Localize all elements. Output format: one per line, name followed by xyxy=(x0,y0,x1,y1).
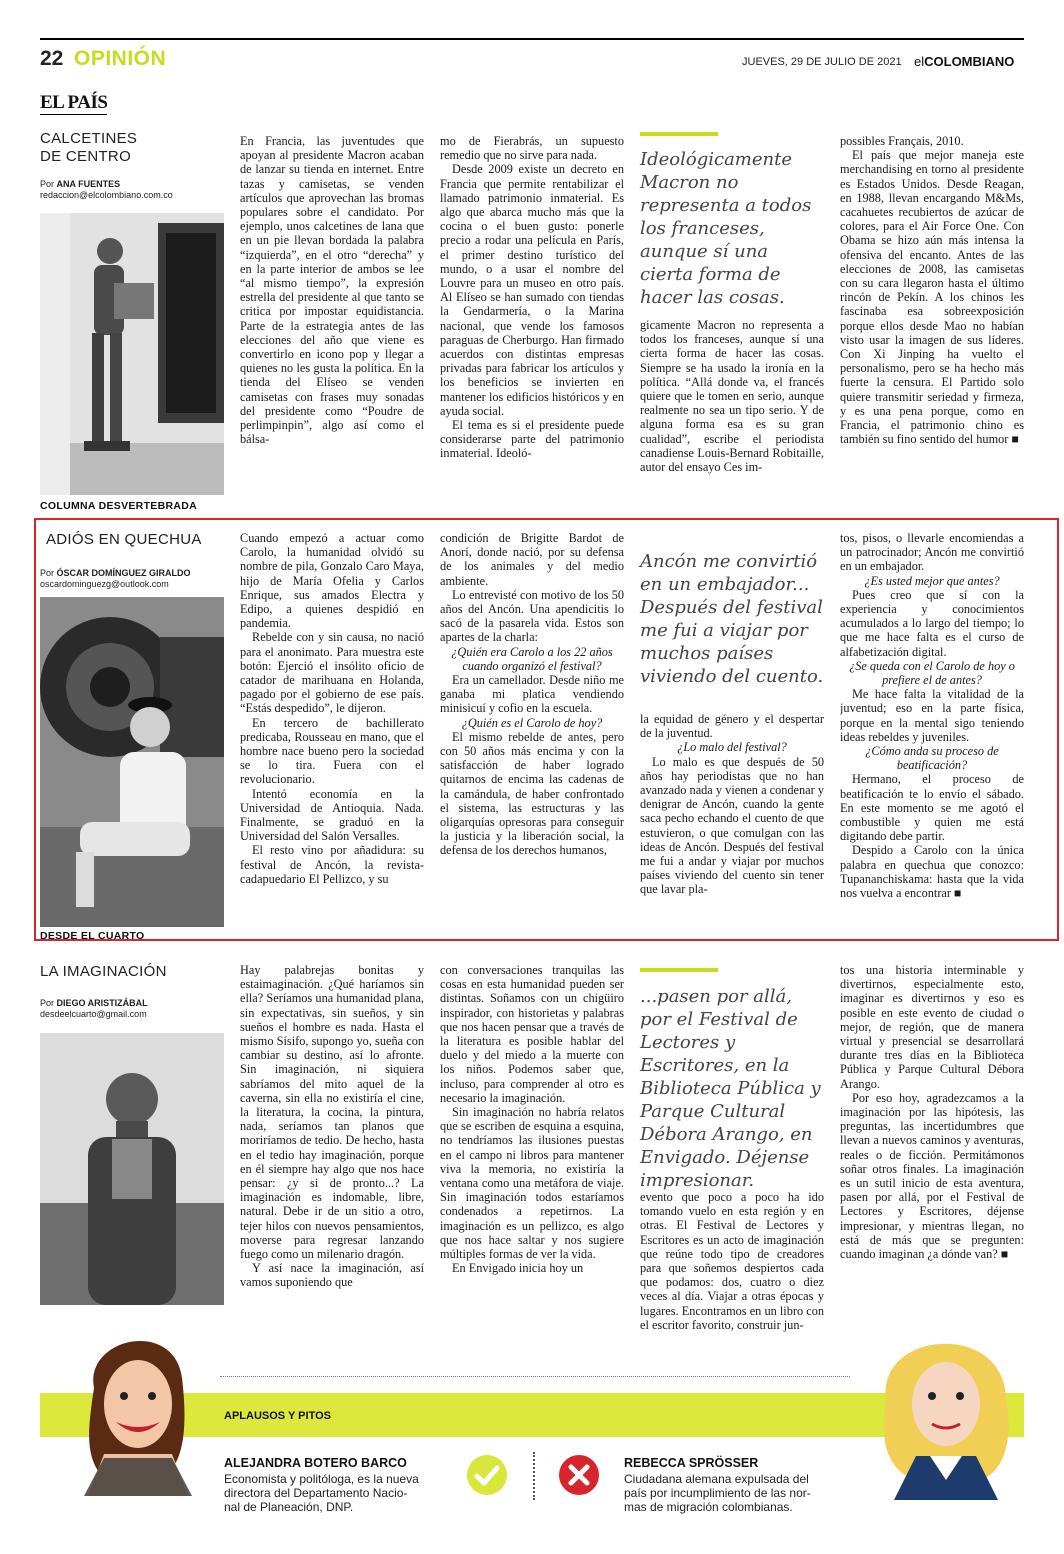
paragraph: El país que mejor maneja este merchandising en torno al presidente es Estados Unidos. Desde Reagan, en 1988, llevan encargando M&Ms, cacahuetes recubiertos de azúcar de colores, para el Air Force One. Con Obama se hizo aún más intensa la ofensiva del encanto. Antes de las elecciones de 2008, las camisetas con su cara llegaron hasta el último rincón de Pekín. A los chinos les fascinaba esa sobreexposición porque ellos desde Mao no habían visto usar la imagen de sus líderes. Con Xi Jinping ha vuelto el personalismo, pero se ha hecho más fuerte la censura. El Partido solo quiere transmitir seriedad y firmeza, y es una pena porque, como en Francia, el patrimonio chino es también su fino sentido del humor ■ xyxy=(840,148,1024,447)
paragraph: Intentó economía en la Universidad de Antioquia. Nada. Finalmente, se graduó en la Universidad del Salón Versalles. xyxy=(240,786,424,844)
article3-title: LA IMAGINACIÓN xyxy=(40,963,167,980)
blonde-woman-caricature-illustration xyxy=(866,1320,1024,1500)
paragraph: Desde 2009 existe un decreto en Francia que permite rentabilizar el llamado patrimonio inmaterial. Es algo que abarca mucho más que la cocina o el buen gusto: ponerle precio a rodar una película en París, el primer destino turístico del mundo, o a usar el nombre del Louvre para un museo en otro país. Al Elíseo se han sumado con tiendas la Gendarmería, o la Marina nacional, que vende los famosos paraguas de Cherburgo. Han firmado acuerdos con distintas empresas privadas para fabricar los artículos y los beneficios se invierten en mantener los edificios históricos y en ayuda social. xyxy=(440,162,624,418)
article2-body-col3 xyxy=(640,712,824,924)
article2-column-label: DESDE EL CUARTO xyxy=(40,930,145,942)
whistle-description xyxy=(624,1472,811,1514)
applause-desc-line: directora del Departamento Nacio- xyxy=(224,1486,408,1500)
article1-body-col3 xyxy=(640,318,824,494)
article1-byline xyxy=(40,179,120,189)
newspaper-brand xyxy=(914,54,1014,69)
paragraph: possibles Français, 2010. xyxy=(840,134,964,148)
paragraph: Por eso hoy, agradezcamos a la imaginación por las hipótesis, las preguntas, las incertidumbres que llevan a nuevos caminos y aventuras, reales o de ficción. Permitámonos soñar otros finales. La imaginación es un sutil inicio de esta aventura, pasen por allá, por el Festival de Lectores y Escritores, déjense impresionar, y mientras llegan, no está de más que se pregunten: cuando imaginan ¿a dónde van? ■ xyxy=(840,1090,1024,1262)
article2-pull-quote: Ancón me convirtió en un embajador... Después del festival me fui a viajar por muchos países viviendo del cuento. xyxy=(640,551,824,687)
article2-body-col2 xyxy=(440,531,624,925)
paragraph: Lo entrevisté con motivo de los 50 años del Ancón. Una apendicitis lo sacó de la pasarela vida. Estos son apartes de la charla: xyxy=(440,587,624,645)
paragraph: Despido a Carolo con la única palabra en quechua que conozco: Tupananchiskama: hasta que la vida nos vuelva a encontrar ■ xyxy=(840,843,1024,901)
young-man-portrait-illustration xyxy=(40,1033,224,1305)
paragraph: El resto vino por añadidura: su festival de Ancón, la revista-cadapuedario El Pellizco, y su xyxy=(240,843,424,886)
article1-photo xyxy=(40,213,224,495)
caricature-left xyxy=(64,1318,212,1496)
paragraph: gicamente Macron no representa a todos los franceses, aunque sí una cierta forma de hacer las cosas. Siempre se ha usado la ironía en la política. “Allá donde va, el francés quiere que le tomen en serio, aunque realmente no sea un tipo serio. Y de alguna forma esa es su gran cualidad”, escribe el periodista canadiense Louis-Bernard Robitaille, autor del ensayo Ces im- xyxy=(640,318,824,475)
paragraph: En tercero de bachillerato predicaba, Rousseau en mano, que el hombre nace bueno pero la sociedad se lo tira. Fuera con el revolucionario. xyxy=(240,715,424,787)
paragraph: con conversaciones tranquilas las cosas en esta humanidad pueden ser distintas. Soñamos con un chigüiro inspirador, con historietas y palabras que nos hacen pensar que a través de la literatura es posible hablar del duelo y del miedo a la muerte con los niños. Podemos saber que, incluso, para comprender al otro es necesario la imaginación. xyxy=(440,963,624,1105)
paragraph: evento que poco a poco ha ido tomando vuelo en esta región y en otras. El Festival de Lectores y Escritores es un acto de imaginación que reúne todo tipo de creadores para que soñemos despiertos cada que podamos: dos, cuatro o diez veces al día. Viajar a otras épocas y lugares. Encontramos en un libro con el escritor favorito, construir jun- xyxy=(640,1190,824,1332)
article1-email: redaccion@elcolombiano.com.co xyxy=(40,190,173,200)
article3-pull-quote: ...pasen por allá, por el Festival de Lectores y Escritores, en la Biblioteca Pública y Parque Cultural Débora Arango, en Envigado. Déjense impresionar. xyxy=(640,986,821,1191)
statue-photo-illustration xyxy=(40,213,224,495)
whistle-name: REBECCA SPRÖSSER xyxy=(624,1456,759,1470)
article1-title-line1: CALCETINES xyxy=(40,130,138,147)
article3-photo xyxy=(40,1033,224,1305)
footer-separator xyxy=(220,1376,850,1377)
article1-title xyxy=(40,130,137,166)
paragraph: la equidad de género y el despertar de la juventud. xyxy=(640,712,824,741)
partner-logo: EL PAÍS xyxy=(40,92,108,113)
paragraph: Pues creo que sí con la experiencia y conocimientos acumulados a lo largo del tiempo; lo que me hace falta es el curso de alfabetización digital. xyxy=(840,587,1024,659)
paragraph: El tema es si el presidente puede considerarse parte del patrimonio inmaterial. Ideoló- xyxy=(440,418,624,461)
by-prefix: Por xyxy=(40,998,57,1008)
paragraph: condición de Brigitte Bardot de Anorí, donde nació, por su defensa de los animales y del medio ambiente. xyxy=(440,531,624,588)
brand-name: COLOMBIANO xyxy=(924,54,1015,69)
paragraph: Hay palabrejas bonitas y estaimaginación. ¿Qué haríamos sin ella? Seríamos una humanidad plana, sin expectativas, sin sueños, y sin sueños el hombre es nada. Hasta el mismo Sísifo, supongo yo, sueña con cambiar su destino, así lo afronte. Sin imaginación, ni siquiera sabríamos del mito aquel de la caverna, sin ella no existiría el cine, la literatura, la cocina, la pintura, nada, seríamos tan planos que moriríamos de tedio. De hecho, hasta en el tedio hay imaginación, porque en él siempre hay algo que nos hace pensar: ¿y si de pronto...? La imaginación es indomable, libre, natural. Debe ir de un sitio a otro, tejer hilos con nuevos pensamientos, moverse para regresar lanzando fuego como un milenario dragón. xyxy=(240,963,424,1262)
page-number: 22 xyxy=(40,47,64,70)
article2-body-col1 xyxy=(240,531,424,925)
paragraph: Cuando empezó a actuar como Carolo, la humanidad olvidó su nombre de pila, Gonzalo Caro Maya, hijo de María Ofelia y Carlos Enrique, sus amados Electra y Edipo, a quienes despidió en pandemia. xyxy=(240,531,424,631)
caricature-right xyxy=(866,1320,1024,1500)
article3-body-col2 xyxy=(440,963,624,1358)
brand-prefix: el xyxy=(914,54,925,69)
applause-desc-line: nal de Planeación, DNP. xyxy=(224,1500,354,1514)
article3-byline xyxy=(40,998,148,1008)
check-icon xyxy=(466,1454,508,1496)
woman-caricature-illustration xyxy=(64,1318,212,1496)
applause-desc-line: Economista y politóloga, es la nueva xyxy=(224,1472,419,1486)
article1-pull-quote: Ideológicamente Macron no representa a todos los franceses, aunque sí una cierta forma de hacer las cosas. xyxy=(640,149,812,308)
article1-body-col1 xyxy=(240,134,424,494)
paragraph: Me hace falta la vitalidad de la juventud; eso en la parte física, porque en la mental sigo teniendo ideas rebeldes y juveniles. xyxy=(840,687,1024,744)
issue-date: JUEVES, 29 DE JULIO DE 2021 xyxy=(742,56,902,68)
article2-photo xyxy=(40,597,224,927)
paragraph: mo de Fierabrás, un supuesto remedio que no sirve para nada. xyxy=(440,134,624,163)
article1-body-col4 xyxy=(840,134,1024,494)
article1-author: ANA FUENTES xyxy=(56,179,121,189)
interview-question: ¿Quién es el Carolo de hoy? xyxy=(461,715,603,730)
applause-description xyxy=(224,1472,419,1514)
article3-body-col1 xyxy=(240,963,424,1358)
interview-question: ¿Cómo anda su proceso de beatificación? xyxy=(865,744,999,773)
pullquote-accent xyxy=(640,968,718,972)
applause-name: ALEJANDRA BOTERO BARCO xyxy=(224,1456,407,1470)
header-rule xyxy=(40,38,1024,40)
article3-email: desdeelcuarto@gmail.com xyxy=(40,1009,147,1019)
by-prefix: Por xyxy=(40,568,57,578)
paragraph: Era un camellador. Desde niño me ganaba mi platica vendiendo minisicuí y cofio en la escuela. xyxy=(440,673,624,716)
interview-question: ¿Quién era Carolo a los 22 años cuando organizó el festival? xyxy=(451,644,613,673)
whistle-desc-line: Ciudadana alemana expulsada del xyxy=(624,1472,809,1486)
whistle-desc-line: mas de migración colombianas. xyxy=(624,1500,793,1514)
paragraph: Lo malo es que después de 50 años hay periodistas que no han avanzado nada y vienen a condenar y denigrar de Ancón, cuando la gente saca pecho echando el cuento de que estuvieron, o que comulgan con las ideas de Ancón. Después del festival me fui a andar y viajar por muchos países viviendo del cuento sin tener que lavar pla- xyxy=(640,754,824,897)
paragraph: Rebelde con y sin causa, no nació para el anonimato. Para muestra este botón: Ejerció el insólito oficio de catador de marihuana en Holanda, pagado por el gobierno de ese país. “Estás despedido”, le dijeron. xyxy=(240,630,424,716)
article1-body-col2 xyxy=(440,134,624,494)
by-prefix: Por xyxy=(40,179,57,189)
x-icon xyxy=(558,1454,600,1496)
article2-author: ÓSCAR DOMÍNGUEZ GIRALDO xyxy=(56,568,191,578)
paragraph: En Envigado inicia hoy un xyxy=(452,1261,584,1276)
paragraph: En Francia, las juventudes que apoyan al presidente Macron acaban de lanzar su tienda en internet. Entre tazas y camisetas, se venden artículos que aprovechan las bromas populares sobre el candidato. Por ejemplo, unos calcetines de lana que en un pie llevan bordada la palabra “izquierda”, en el otro “derecha” y en la parte interior de ambos se lee “al mismo tiempo”, la expresión estrella del presidente al que tanto se critica por impostar equidistancia. Parte de la estrategia antes de las elecciones del año que viene es convertirlo en icono pop y llegar a quienes no les gusta la política. En la tienda del Elíseo se venden camisetas con frases muy sonadas del presidente como “Poudre de perlimpinpin”, algo así como el bálsa- xyxy=(240,134,424,447)
article3-body-col3 xyxy=(640,1190,824,1358)
article2-byline xyxy=(40,568,191,578)
article1-title-line2: DE CENTRO xyxy=(40,148,132,165)
article3-author: DIEGO ARISTIZÁBAL xyxy=(56,998,148,1008)
article2-title: ADIÓS EN QUECHUA xyxy=(46,531,202,548)
interview-question: ¿Lo malo del festival? xyxy=(677,740,787,755)
paragraph: El mismo rebelde de antes, pero con 50 años más encima y con la satisfacción de haber logrado quitarnos de encima las cadenas de la camándula, de haber confrontado el sistema, las estructuras y las oligarquías opresoras para conseguir la justicia y la liberación social, la defensa de los derechos humanos, xyxy=(440,729,624,858)
article2-body-col4 xyxy=(840,531,1024,925)
aplausos-divider xyxy=(533,1452,535,1500)
paragraph: tos, pisos, o llevarle encomiendas a un patrocinador; Ancón me convirtió en un embajador. xyxy=(840,531,1024,574)
article1-column-label: COLUMNA DESVERTEBRADA xyxy=(40,500,197,512)
paragraph: tos una historia interminable y divertirnos, especialmente esto, imaginar es divertirnos y eso es posible en este evento de ciudad o mejor, de región, que de manera virtual y presencial se desarrollará durante tres días en la Biblioteca Pública y Parque Cultural Débora Arango. xyxy=(840,963,1024,1091)
section-title: OPINIÓN xyxy=(74,47,167,70)
interview-question: ¿Es usted mejor que antes? xyxy=(864,573,1000,588)
article3-body-col4 xyxy=(840,963,1024,1311)
pullquote-accent xyxy=(640,132,718,136)
whistle-desc-line: país por incumplimiento de las nor- xyxy=(624,1486,811,1500)
aplausos-label: APLAUSOS Y PITOS xyxy=(224,1410,331,1422)
paragraph: Sin imaginación no habría relatos que se escriben de esquina a esquina, no tendríamos las ilusiones puestas en el campo ni libros para mantener viva la memoria, no existiría la ventana como una metáfora de viaje. Sin imaginación todos estaríamos condenados a repetirnos. La imaginación es un pellizco, es algo que nos hace saltar y nos sugiere múltiples formas de ver la vida. xyxy=(440,1105,624,1262)
man-portrait-illustration xyxy=(40,597,224,927)
paragraph: Hermano, el proceso de beatificación te lo envío el sábado. En este momento se me agotó el combustible y quien me está digitando debe partir. xyxy=(840,772,1024,844)
paragraph: Y así nace la imaginación, así vamos suponiendo que xyxy=(240,1261,424,1290)
interview-question: ¿Se queda con el Carolo de hoy o prefiere el de antes? xyxy=(849,658,1015,688)
article2-email: oscardominguezg@outlook.com xyxy=(40,579,169,589)
